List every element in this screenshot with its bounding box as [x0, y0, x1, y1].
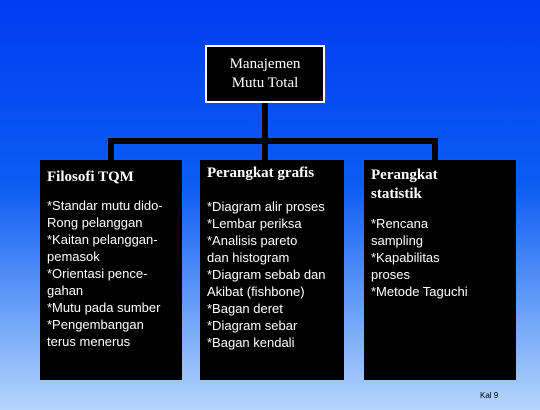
list-item [47, 316, 176, 350]
node-perangkat-grafis [200, 160, 344, 380]
list-item-line: *Analisis pareto [207, 233, 298, 248]
list-item-line: *Mutu pada sumber [47, 300, 161, 315]
list-item-line: Rong pelanggan [47, 215, 143, 230]
page-number: Kal 9 [480, 391, 499, 400]
list-item [207, 232, 338, 266]
list-item-line: pemasok [47, 249, 100, 264]
list-item [371, 249, 510, 283]
list-item-line: *Bagan kendali [207, 335, 295, 350]
list-item [207, 300, 338, 317]
node-filosofi-tqm [40, 160, 182, 380]
list-item-line: *Standar mutu dido- [47, 198, 163, 213]
list-item-line: *Kapabilitas [371, 250, 440, 265]
list-item [47, 265, 176, 299]
node-perangkat-statistik [364, 160, 516, 380]
list-item [47, 299, 176, 316]
list-item-line: proses [371, 267, 411, 282]
node-heading-line: statistik [371, 186, 422, 202]
list-item [207, 215, 338, 232]
root-label-line-1: Manajemen [229, 56, 301, 72]
list-item-line: terus menerus [47, 334, 131, 349]
list-item-line: *Diagram alir proses [207, 199, 325, 214]
list-item-line: *Rencana [371, 216, 429, 231]
list-item-line: dan histogram [207, 250, 290, 265]
list-item [207, 334, 338, 351]
node-item-list [207, 198, 338, 351]
branch-connector-1 [108, 138, 114, 160]
list-item-line: *Diagram sebar [207, 318, 298, 333]
root-stem-connector [262, 103, 268, 141]
node-heading: Perangkat grafis [207, 165, 315, 181]
list-item [47, 231, 176, 265]
list-item-line: *Metode Taguchi [371, 284, 468, 299]
list-item [371, 283, 510, 300]
list-item [47, 197, 176, 231]
list-item-line: *Lembar periksa [207, 216, 302, 231]
list-item [207, 317, 338, 334]
list-item-line: *Pengembangan [47, 317, 144, 332]
list-item-line: *Diagram sebab dan [207, 267, 326, 282]
node-item-list [47, 197, 176, 350]
list-item-line: Akibat (fishbone) [207, 284, 305, 299]
node-heading-line: Perangkat [371, 167, 438, 183]
list-item [371, 215, 510, 249]
list-item [207, 198, 338, 215]
list-item-line: *Orientasi pence- [47, 266, 148, 281]
root-node [205, 45, 325, 103]
horizontal-bus-connector [108, 138, 438, 144]
root-label-line-2: Mutu Total [231, 75, 299, 91]
branch-connector-3 [432, 138, 438, 160]
list-item [207, 266, 338, 300]
list-item-line: *Kaitan pelanggan- [47, 232, 158, 247]
node-heading: Filosofi TQM [47, 169, 134, 185]
list-item-line: sampling [371, 233, 424, 248]
list-item-line: gahan [47, 283, 84, 298]
list-item-line: *Bagan deret [207, 301, 283, 316]
branch-connector-2 [262, 138, 268, 160]
node-heading [371, 166, 510, 204]
node-item-list [371, 215, 510, 300]
